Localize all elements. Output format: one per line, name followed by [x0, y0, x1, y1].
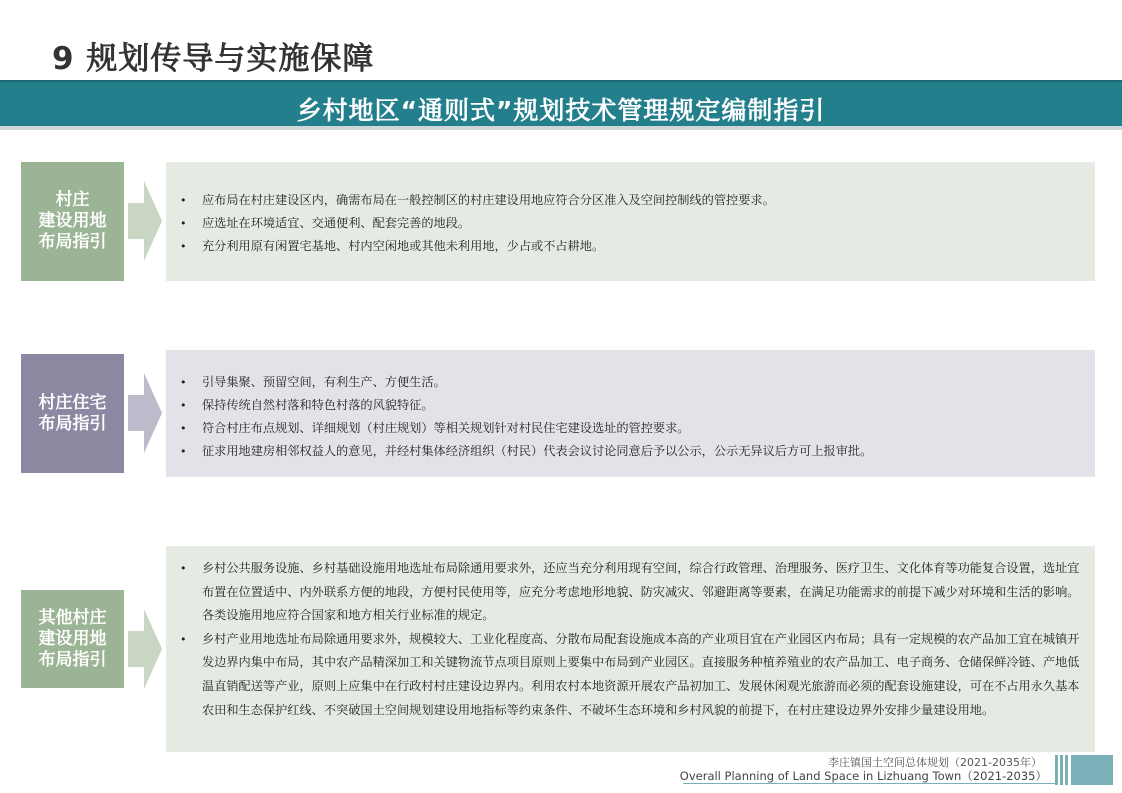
banner-title: 乡村地区“通则式”规划技术管理规定编制指引	[296, 96, 826, 125]
list-item: • 应布局在村庄建设区内，确需布局在一般控制区的村庄建设用地应符合分区准入及空间控制线的管控要求。	[180, 193, 775, 207]
section-label-other-village-land: 其他村庄 建设用地 布局指引	[21, 590, 124, 688]
section-label-village-construction-land: 村庄 建设用地 布局指引	[21, 162, 124, 281]
arrow-right-icon	[128, 181, 162, 261]
list-item: • 引导集聚、预留空间，有利生产、方便生活。	[180, 375, 446, 389]
list-item: • 应选址在环境适宜、交通便利、配套完善的地段。	[180, 216, 471, 230]
arrow-right-icon	[128, 609, 162, 689]
list-item: • 符合村庄布点规划、详细规划（村庄规划）等相关规划针对村民住宅建设选址的管控要求。	[180, 421, 690, 435]
footer-title-cn: 李庄镇国土空间总体规划（2021-2035年）	[828, 756, 1042, 769]
arrow-right-icon	[128, 373, 162, 453]
list-item: • 充分利用原有闲置宅基地、村内空闲地或其他未利用地，少占或不占耕地。	[180, 239, 605, 253]
page-title: 9 规划传导与实施保障	[52, 41, 375, 77]
banner	[0, 80, 1122, 130]
list-item: • 保持传统自然村落和特色村落的风貌特征。	[180, 398, 434, 412]
list-item: • 乡村产业用地选址布局除通用要求外，规模较大、工业化程度高、分散布局配套设施成本高的产业项目宜在产业园区内布局；具有一定规模的农产品加工宜在城镇开发边界内集中布局，其中农产品精深加工和关键物流节点项目原则上要集中布局到产业园区。直接服务种植养殖业的农产品加工、电子商务、仓储保鲜冷链、产地低温直销配送等产业，原则上应集中在行政村村庄建设边界内。利用农村本地资源开展农产品初加工、发展休闲观光旅游而必须的配套设施建设，可在不占用永久基本农田和生态保护红线、不突破国土空间规划建设用地指标等约束条件、不破坏生态环境和乡村风貌的前提下，在村庄建设边界外安排少量建设用地。	[180, 631, 1080, 717]
list-item: • 乡村公共服务设施、乡村基础设施用地选址布局除通用要求外，还应当充分利用现有空间，综合行政管理、治理服务、医疗卫生、文化体育等功能复合设置，选址宜布置在位置适中、内外联系方便的地段，方便村民使用等，应充分考虑地形地貌、防灾减灾、邻避距离等要素，在满足功能需求的前提下减少对环境和生活的影响。各类设施用地应符合国家和地方相关行业标准的规定。	[180, 561, 1080, 623]
footer-title-en: Overall Planning of Land Space in Lizhuang Town（2021-2035）	[679, 769, 1047, 783]
list-item: • 征求用地建房相邻权益人的意见，并经村集体经济组织（村民）代表会议讨论同意后予以公示，公示无异议后方可上报审批。	[180, 444, 873, 458]
footer-decoration	[1055, 753, 1115, 785]
section-label-village-housing: 村庄住宅 布局指引	[21, 354, 124, 473]
section-panel-village-housing	[166, 350, 1095, 477]
section-panel-other-village-land	[166, 546, 1095, 752]
section-panel-village-construction-land	[166, 162, 1095, 281]
footer-divider	[683, 783, 1055, 784]
